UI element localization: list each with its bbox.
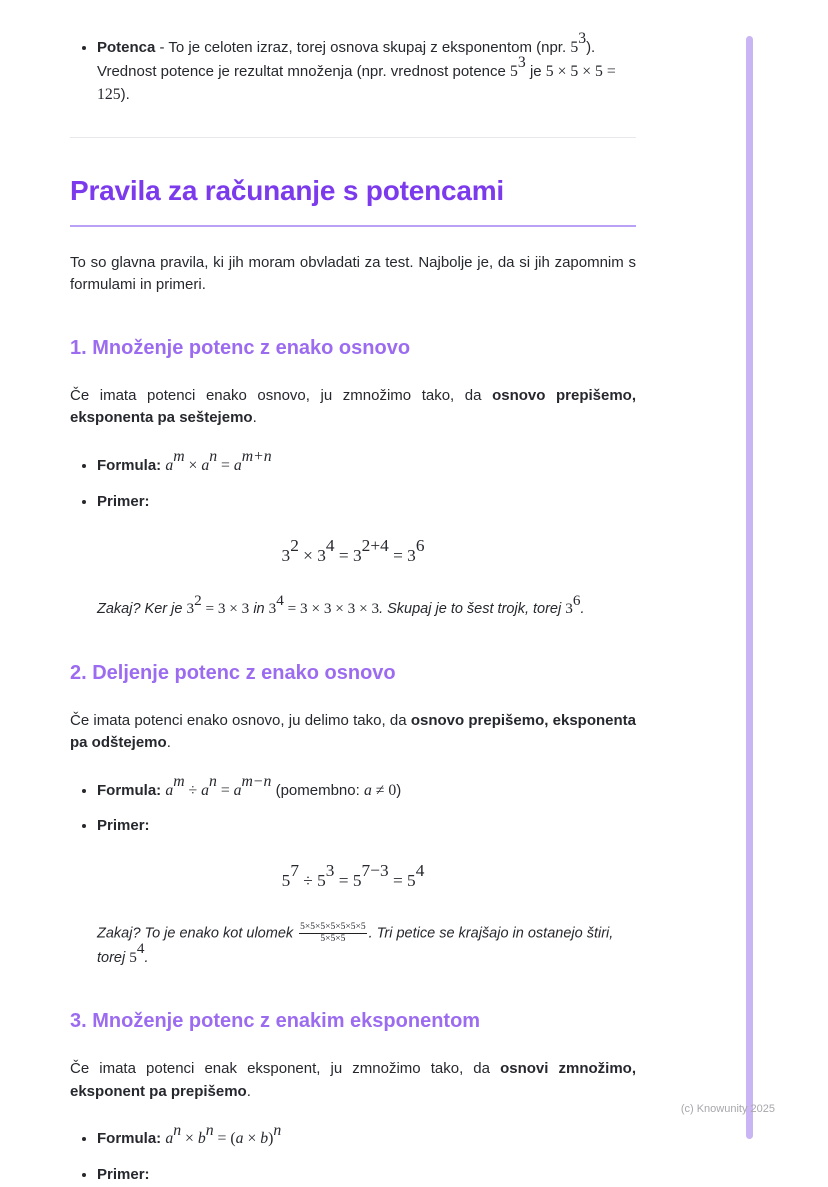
intro-bullet-list bbox=[70, 30, 636, 107]
title-underline bbox=[70, 225, 636, 227]
paragraph-text: . bbox=[166, 734, 171, 752]
section-heading: 2. Deljenje potenc z enako osnovo bbox=[70, 661, 396, 684]
paragraph-text: Če imata potenci enak eksponent, ju zmnožimo tako, da bbox=[70, 1060, 501, 1078]
paragraph-text: Če imata potenci enako osnovo, ju delimo tako, da bbox=[70, 711, 411, 729]
list-item bbox=[97, 30, 636, 107]
page-title: Pravila za računanje s potencami bbox=[70, 174, 505, 206]
section-multiply-same-exponent bbox=[70, 1006, 636, 1186]
primer-bullet bbox=[97, 1164, 636, 1187]
formula-label: Formula: bbox=[97, 781, 162, 799]
formula-bullet bbox=[97, 772, 636, 803]
section-paragraph bbox=[70, 1058, 636, 1103]
section-paragraph bbox=[70, 710, 636, 755]
section-divide-same-base bbox=[70, 658, 636, 971]
paragraph-text: . bbox=[252, 409, 257, 427]
paragraph-bold-text: osnovo prepišemo, eksponenta pa seštejemo bbox=[70, 386, 636, 427]
formula-label: Formula: bbox=[97, 456, 162, 474]
fraction: $\frac{5\times 5\times 5\times 5\times 5\times 5\times 5}{5\times 5\times 5}$ bbox=[300, 921, 366, 944]
formula-math: $a^m \times a^n = a^{m+n}$ bbox=[165, 448, 272, 474]
scrollbar-thumb[interactable] bbox=[746, 36, 753, 1139]
primer-bullet bbox=[97, 815, 636, 838]
paragraph-bold-text: osnovi zmnožimo, eksponent pa prepišemo bbox=[70, 1060, 636, 1100]
formula-bullet bbox=[97, 448, 636, 478]
formula-math: $a^n \times b^n = (a \times b)^n$ bbox=[165, 1121, 282, 1148]
display-equation: $5^7 \div 5^3 = 5^{7-3} = 5^4$ bbox=[281, 861, 425, 890]
primer-bullet bbox=[97, 491, 636, 514]
explanation-note: Zakaj? To je enako kot ulomek $\frac{5\times 5\times 5\times 5\times 5\times 5\times 5}{5\times 5\times 5}$ . Tri petice se krajšajo in ostanejo štiri, torej $5^4$. bbox=[97, 921, 614, 966]
section-multiply-same-base bbox=[70, 333, 636, 622]
primer-label: Primer: bbox=[97, 1166, 150, 1184]
section-bullet-list bbox=[70, 1121, 636, 1186]
section-heading: 1. Množenje potenc z enako osnovo bbox=[70, 336, 411, 359]
section-paragraph bbox=[70, 385, 636, 430]
paragraph-text: Če imata potenci enako osnovo, ju zmnožimo tako, da bbox=[70, 386, 493, 404]
formula-bullet bbox=[97, 1121, 636, 1151]
formula-label: Formula: bbox=[97, 1130, 162, 1148]
intro-bullet-text: Potenca - To je celoten izraz, torej osnova skupaj z eksponentom (npr. $5^3$). Vrednost potence je rezultat množenja (npr. vrednost potence $5^3$ je 5 × 5 × 5 = 125). bbox=[97, 30, 616, 104]
formula-math: $a^m \div a^n = a^{m-n}$ (pomembno: a ≠ 0) bbox=[165, 772, 402, 799]
footer-credit: (c) Knowunity 2025 bbox=[680, 1103, 775, 1115]
primer-label: Primer: bbox=[97, 492, 150, 510]
section-bullet-list bbox=[70, 448, 636, 513]
primer-label: Primer: bbox=[97, 817, 150, 835]
section-bullet-list bbox=[70, 772, 636, 838]
paragraph-bold-text: osnovo prepišemo, eksponenta pa odštejemo bbox=[70, 711, 636, 752]
paragraph-text: . bbox=[246, 1082, 251, 1100]
content-column bbox=[70, 0, 636, 1187]
section-heading: 3. Množenje potenc z enakim eksponentom bbox=[70, 1010, 481, 1033]
intro-paragraph: To so glavna pravila, ki jih moram obvladati za test. Najbolje je, da si jih zapomnim s formulami in primeri. bbox=[70, 253, 636, 294]
display-equation: $3^2 \times 3^4 = 3^{2+4} = 3^6$ bbox=[281, 536, 425, 565]
section-divider bbox=[70, 137, 636, 138]
explanation-note: Zakaj? Ker je $3^2 = 3 \times 3$ in $3^4 = 3 \times 3 \times 3 \times 3$. Skupaj je to šest trojk, torej $3^6$. bbox=[97, 591, 585, 617]
